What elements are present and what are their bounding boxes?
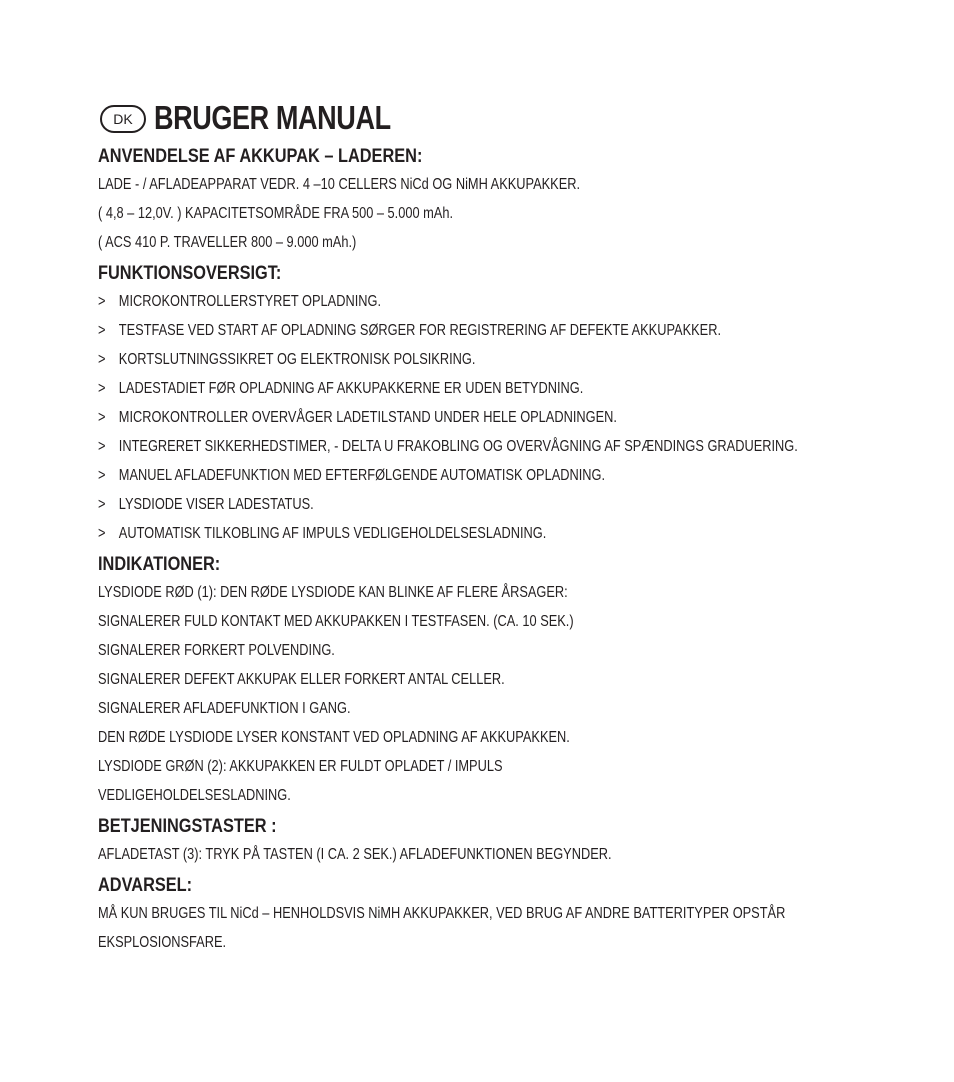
indication-line: LYSDIODE RØD (1): DEN RØDE LYSDIODE KAN BLINKE AF FLERE ÅRSAGER: xyxy=(98,584,568,601)
title-row xyxy=(100,98,898,138)
indication-line: VEDLIGEHOLDELSESLADNING. xyxy=(98,787,291,804)
usage-line: ( 4,8 – 12,0V. ) KAPACITETSOMRÅDE FRA 500 – 5.000 mAh. xyxy=(98,205,453,222)
feature-text: LADESTADIET FØR OPLADNING AF AKKUPAKKERNE ER UDEN BETYDNING. xyxy=(118,380,584,397)
feature-text: INTEGRERET SIKKERHEDSTIMER, - DELTA U FRAKOBLING OG OVERVÅGNING AF SPÆNDINGS GRADUERING. xyxy=(118,438,798,455)
language-badge: DK xyxy=(100,105,146,133)
feature-text: MANUEL AFLADEFUNKTION MED EFTERFØLGENDE AUTOMATISK OPLADNING. xyxy=(118,467,606,484)
bullet-marker: > xyxy=(98,438,106,455)
warning-line: EKSPLOSIONSFARE. xyxy=(98,934,227,951)
feature-item xyxy=(98,403,738,432)
feature-item xyxy=(98,287,738,316)
controls-line: AFLADETAST (3): TRYK PÅ TASTEN (I CA. 2 SEK.) AFLADEFUNKTIONEN BEGYNDER. xyxy=(98,846,612,863)
feature-item xyxy=(98,461,738,490)
controls-heading: BETJENINGSTASTER : xyxy=(98,816,277,837)
warning-section xyxy=(98,873,898,957)
indication-line: LYSDIODE GRØN (2): AKKUPAKKEN ER FULDT OPLADET / IMPULS xyxy=(98,758,503,775)
bullet-marker: > xyxy=(98,525,106,542)
feature-text: KORTSLUTNINGSSIKRET OG ELEKTRONISK POLSIKRING. xyxy=(118,351,476,368)
bullet-marker: > xyxy=(98,380,106,397)
indication-line: DEN RØDE LYSDIODE LYSER KONSTANT VED OPLADNING AF AKKUPAKKEN. xyxy=(98,729,570,746)
feature-text: AUTOMATISK TILKOBLING AF IMPULS VEDLIGEHOLDELSESLADNING. xyxy=(118,525,547,542)
feature-text: MICROKONTROLLERSTYRET OPLADNING. xyxy=(118,293,382,310)
bullet-marker: > xyxy=(98,467,106,484)
feature-item xyxy=(98,345,738,374)
usage-line: ( ACS 410 P. TRAVELLER 800 – 9.000 mAh.) xyxy=(98,234,357,251)
indications-section xyxy=(98,552,898,810)
feature-text: LYSDIODE VISER LADESTATUS. xyxy=(118,496,314,513)
page-title: BRUGER MANUAL xyxy=(154,99,391,136)
bullet-marker: > xyxy=(98,351,106,368)
features-section xyxy=(98,261,898,548)
feature-text: TESTFASE VED START AF OPLADNING SØRGER FOR REGISTRERING AF DEFEKTE AKKUPAKKER. xyxy=(118,322,722,339)
usage-line: LADE - / AFLADEAPPARAT VEDR. 4 –10 CELLERS NiCd OG NiMH AKKUPAKKER. xyxy=(98,176,581,193)
indications-heading: INDIKATIONER: xyxy=(98,554,221,575)
feature-item xyxy=(98,316,738,345)
feature-item xyxy=(98,374,738,403)
indication-line: SIGNALERER FORKERT POLVENDING. xyxy=(98,642,335,659)
feature-text: MICROKONTROLLER OVERVÅGER LADETILSTAND UNDER HELE OPLADNINGEN. xyxy=(118,409,617,426)
feature-item xyxy=(98,519,738,548)
manual-page xyxy=(98,98,898,957)
usage-heading: ANVENDELSE AF AKKUPAK – LADEREN: xyxy=(98,146,423,167)
bullet-marker: > xyxy=(98,409,106,426)
bullet-marker: > xyxy=(98,293,106,310)
indication-line: SIGNALERER AFLADEFUNKTION I GANG. xyxy=(98,700,351,717)
bullet-marker: > xyxy=(98,496,106,513)
warning-line: MÅ KUN BRUGES TIL NiCd – HENHOLDSVIS NiMH AKKUPAKKER, VED BRUG AF ANDRE BATTERITYPER OPSTÅR xyxy=(98,905,786,922)
features-heading: FUNKTIONSOVERSIGT: xyxy=(98,263,282,284)
bullet-marker: > xyxy=(98,322,106,339)
indication-line: SIGNALERER FULD KONTAKT MED AKKUPAKKEN I TESTFASEN. (CA. 10 SEK.) xyxy=(98,613,574,630)
warning-heading: ADVARSEL: xyxy=(98,875,193,896)
feature-item xyxy=(98,490,738,519)
feature-item xyxy=(98,432,798,461)
controls-section xyxy=(98,814,898,869)
indication-line: SIGNALERER DEFEKT AKKUPAK ELLER FORKERT ANTAL CELLER. xyxy=(98,671,505,688)
usage-section xyxy=(98,144,898,257)
